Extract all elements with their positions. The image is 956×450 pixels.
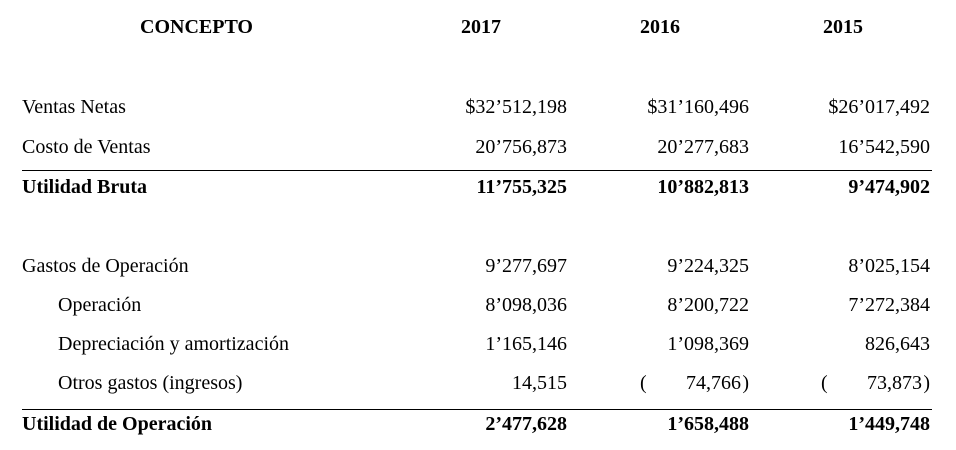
paren-close: ) <box>742 372 749 394</box>
paren-open: ( <box>640 372 647 394</box>
value-2015: 7’272,384 <box>848 294 930 316</box>
row-costo-ventas <box>0 136 956 162</box>
value-2017: 9’277,697 <box>485 255 567 277</box>
row-label: Costo de Ventas <box>22 136 151 158</box>
row-operacion <box>0 294 956 320</box>
row-gastos-operacion <box>0 255 956 281</box>
row-otros-gastos <box>0 372 956 398</box>
value-2016: 20’277,683 <box>657 136 749 158</box>
value-2016: 10’882,813 <box>657 176 749 198</box>
value-2015: 826,643 <box>865 333 930 355</box>
header-year-2017: 2017 <box>461 16 501 38</box>
row-utilidad-bruta <box>0 176 956 202</box>
value-2015: 16’542,590 <box>838 136 930 158</box>
value-2016: 8’200,722 <box>667 294 749 316</box>
value-2017: 14,515 <box>512 372 567 394</box>
row-label: Utilidad de Operación <box>22 413 213 435</box>
divider-rule <box>22 409 932 410</box>
value-2017: 1’165,146 <box>485 333 567 355</box>
value-2016: 1’658,488 <box>667 413 749 435</box>
row-label: Depreciación y amortización <box>58 333 289 355</box>
value-2015-negative <box>821 372 930 395</box>
value-2015: 8’025,154 <box>848 255 930 277</box>
row-label: Otros gastos (ingresos) <box>58 372 243 394</box>
value-2015: $26’017,492 <box>828 96 930 118</box>
value-2015: 9’474,902 <box>848 176 930 198</box>
table-header <box>0 16 956 42</box>
paren-open: ( <box>821 372 828 394</box>
value-2017: 20’756,873 <box>475 136 567 158</box>
value-2016: 9’224,325 <box>667 255 749 277</box>
value-2015: 1’449,748 <box>848 413 930 435</box>
value-2017: $32’512,198 <box>465 96 567 118</box>
value-2015: 73,873 <box>867 372 922 394</box>
value-2017: 11’755,325 <box>476 176 567 198</box>
value-2016: 74,766 <box>686 372 741 394</box>
value-2016: 1’098,369 <box>667 333 749 355</box>
value-2016: $31’160,496 <box>647 96 749 118</box>
row-depreciacion <box>0 333 956 359</box>
row-label: Gastos de Operación <box>22 255 189 277</box>
value-2016-negative <box>640 372 749 395</box>
header-concept: CONCEPTO <box>140 16 253 38</box>
value-2017: 8’098,036 <box>485 294 567 316</box>
row-label: Ventas Netas <box>22 96 126 118</box>
row-ventas-netas <box>0 96 956 122</box>
row-label: Operación <box>58 294 142 316</box>
divider-rule <box>22 170 932 171</box>
header-year-2016: 2016 <box>640 16 680 38</box>
row-label: Utilidad Bruta <box>22 176 148 198</box>
header-year-2015: 2015 <box>823 16 863 38</box>
row-utilidad-operacion <box>0 413 956 439</box>
value-2017: 2’477,628 <box>485 413 567 435</box>
paren-close: ) <box>923 372 930 394</box>
